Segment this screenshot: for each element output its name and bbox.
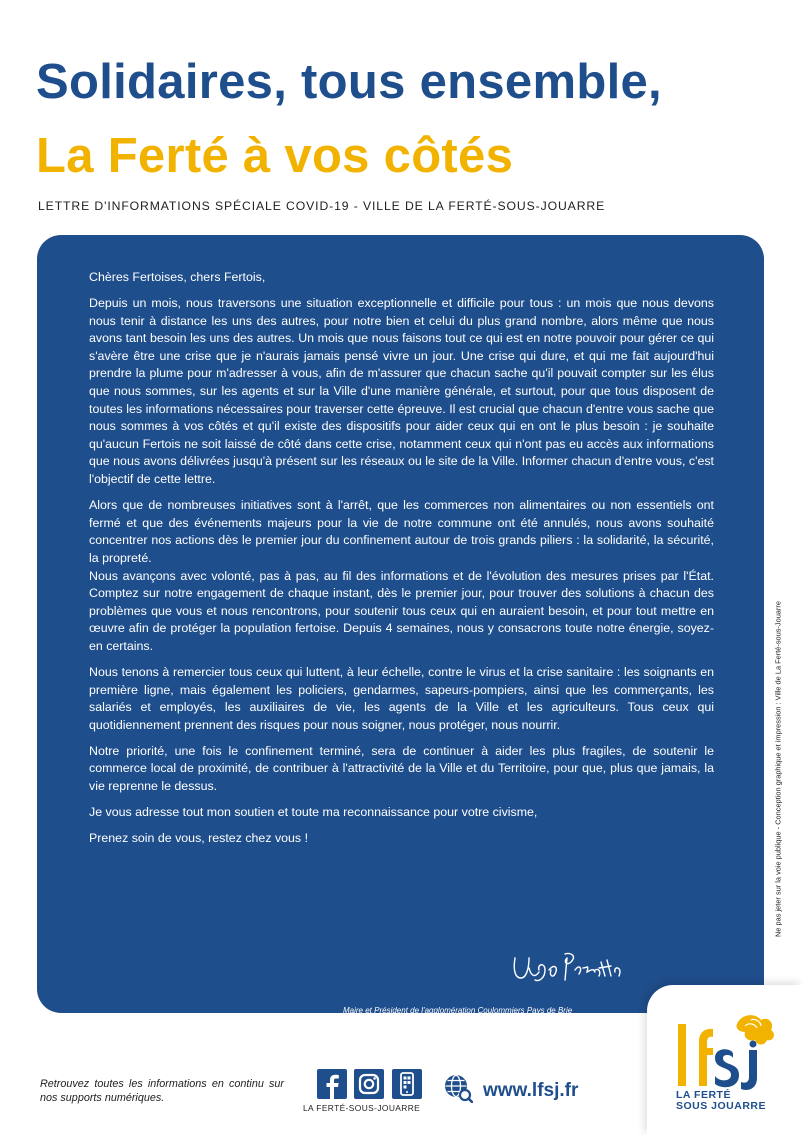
subtitle: LETTRE D'INFORMATIONS SPÉCIALE COVID-19 - VILLE DE LA FERTÉ-SOUS-JOUARRE xyxy=(38,199,606,213)
side-note-text: Ne pas jeter sur la voie publique - Conception graphique et impression : Ville de La Ferté-sous-Jouarre xyxy=(773,601,783,937)
letter-paragraph-2: Alors que de nombreuses initiatives sont à l'arrêt, que les commerces non alimentaires ou non essentiels ont fermé et que des événements majeurs pour la vie de notre commune ont été annulés, nous avons souhaité concentrer nos actions dès le premier jour du confinement autour de trois grands piliers : la solidarité, la sécurité, la propreté. xyxy=(89,498,714,565)
facebook-icon[interactable] xyxy=(317,1069,347,1104)
mobile-app-icon[interactable] xyxy=(392,1069,422,1104)
web-globe-icon[interactable] xyxy=(443,1073,473,1108)
letter-paragraph-3: Nous avançons avec volonté, pas à pas, au fil des informations et de l'évolution des mesures prises par l'État. Comptez sur notre engagement de chaque instant, dès le premier jour, pour trouver des solutions à chacun des problèmes que vous et nous rencontrons, pour soutenir tous ceux qui en auraient besoin, et pour tout mettre en œuvre afin de protéger la population fertoise. Depuis 4 semaines, nous y consacrons toute notre énergie, soyez-en certains. xyxy=(89,568,714,653)
title-line-1: Solidaires, tous ensemble, xyxy=(36,55,662,109)
footer-info-text: Retrouvez toutes les informations en continu sur nos supports numériques. xyxy=(40,1078,284,1104)
logo-text-line-2: SOUS JOUARRE xyxy=(676,1100,767,1112)
social-caption: LA FERTÉ-SOUS-JOUARRE xyxy=(303,1103,421,1113)
side-note xyxy=(773,567,783,971)
logo-text-line-1: LA FERTÉ xyxy=(676,1089,731,1101)
title-line-2: La Ferté à vos côtés xyxy=(36,129,514,183)
letter-paragraph-1: Depuis un mois, nous traversons une situation exceptionnelle et difficile pour tous : un mois que nous devons nous tenir à distance les uns des autres, pour notre bien et celui du plus grand nombre, alors même que nous avons tant besoin les uns des autres. Un mois que nous faisons tout ce qui est en notre pouvoir pour gérer ce qui s'avère être une crise que je n'aurais jamais pensé vivre un jour. Une crise qui dure, et qui me fait aujourd'hui prendre la plume pour m'adresser à vous, afin de m'assurer que chacun sache qu'il pouvait compter sur les élus que nous sommes, sur les agents et sur la Ville d'une manière générale, et surtout, pour que tous disposent de toutes les informations nécessaires pour traverser cette épreuve. Il est crucial que chacun d'entre vous sache que nous sommes à vos côtés et qu'il existe des dispositifs pour aider ceux qui en ont le plus besoin : je souhaite qu'aucun Fertois ne soit laissé de côté dans cette crise, notamment ceux qui n'ont pas eu accès aux informations que nous avons délivrées jusqu'à présent sur les réseaux ou le site de la Ville. Informer chacun d'entre vous, c'est l'objectif de cette lettre. xyxy=(89,296,714,487)
signature xyxy=(509,948,627,990)
letter-closing: Prenez soin de vous, restez chez vous ! xyxy=(89,831,309,846)
letter-salutation: Chères Fertoises, chers Fertois, xyxy=(89,270,266,284)
signature-title: Maire et Président de l'agglomération Coulommiers Pays de Brie xyxy=(343,1006,573,1015)
lfsj-logo-icon xyxy=(675,1012,785,1095)
social-icons xyxy=(317,1069,422,1104)
website-link[interactable]: www.lfsj.fr xyxy=(483,1080,579,1101)
instagram-icon[interactable] xyxy=(354,1069,384,1104)
letter-paragraph-4: Nous tenons à remercier tous ceux qui luttent, à leur échelle, contre le virus et la crise sanitaire : les soignants en première ligne, mais également les policiers, gendarmes, sapeurs-pompiers, ainsi que les commerçants, les salariés et employés, les auxiliaires de vie, les agents de la Ville et les agriculteurs. Tous ceux qui quotidiennement prennent des risques pour nous soigner, nous protéger, nous nourrir. xyxy=(89,664,714,732)
letter-paragraph-6: Je vous adresse tout mon soutien et toute ma reconnaissance pour votre civisme, xyxy=(89,805,538,820)
letter-body xyxy=(89,269,714,856)
letter-paragraph-5: Notre priorité, une fois le confinement terminé, sera de continuer à aider les plus fragiles, de soutenir le commerce local de proximité, de contribuer à l'attractivité de la Ville et du Territoire, pour que, plus que jamais, la vie reprenne le dessus. xyxy=(89,743,714,794)
